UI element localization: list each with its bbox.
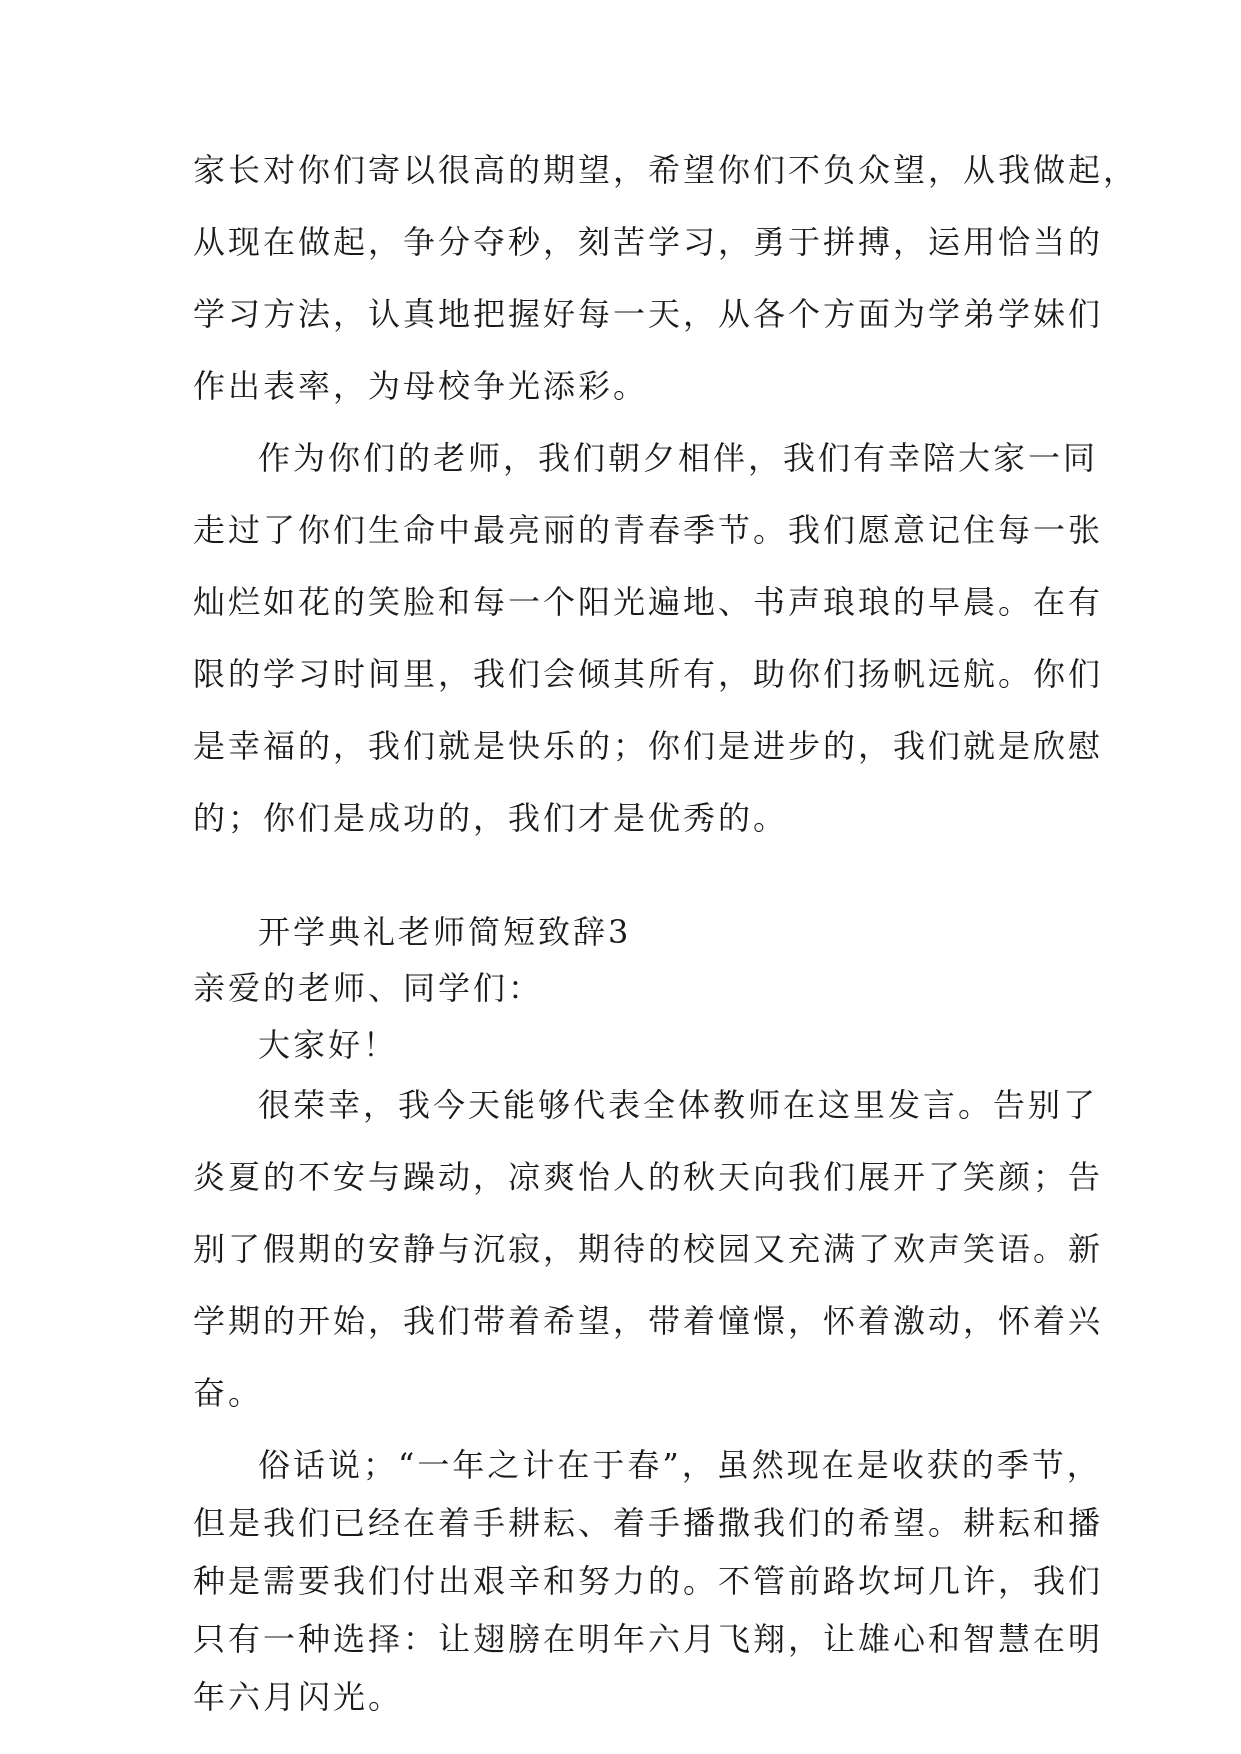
text-line: 很荣幸，我今天能够代表全体教师在这里发言。告别了 [258,1086,1099,1124]
text-line: 别了假期的安静与沉寂，期待的校园又充满了欢声笑语。新 [193,1230,1104,1268]
text-line: 是幸福的，我们就是快乐的；你们是进步的，我们就是欣慰 [193,727,1104,765]
text-line: 但是我们已经在着手耕耘、着手播撒我们的希望。耕耘和播 [193,1504,1104,1542]
text-line: 炎夏的不安与躁动，凉爽怡人的秋天向我们展开了笑颜；告 [193,1158,1104,1196]
text-line: 只有一种选择：让翅膀在明年六月飞翔，让雄心和智慧在明 [193,1620,1104,1658]
salutation: 亲爱的老师、同学们： [193,969,544,1007]
text-line: 学期的开始，我们带着希望，带着憧憬，怀着激动，怀着兴 [193,1302,1104,1340]
text-line: 年六月闪光。 [193,1678,404,1716]
text-line: 灿烂如花的笑脸和每一个阳光遍地、书声琅琅的早晨。在有 [193,583,1104,621]
text-line: 限的学习时间里，我们会倾其所有，助你们扬帆远航。你们 [193,655,1104,693]
text-line: 从现在做起，争分夺秒，刻苦学习，勇于拼搏，运用恰当的 [193,223,1104,261]
text-line: 家长对你们寄以很高的期望，希望你们不负众望，从我做起， [193,151,1139,189]
section-heading: 开学典礼老师简短致辞3 [258,913,632,951]
greeting: 大家好！ [258,1026,399,1064]
text-line: 作为你们的老师，我们朝夕相伴，我们有幸陪大家一同 [258,439,1099,477]
text-line: 奋。 [193,1374,264,1412]
text-line: 学习方法，认真地把握好每一天，从各个方面为学弟学妹们 [193,295,1104,333]
text-line: 作出表率，为母校争光添彩。 [193,367,649,405]
text-line: 种是需要我们付出艰辛和努力的。不管前路坎坷几许，我们 [193,1562,1104,1600]
text-line: 走过了你们生命中最亮丽的青春季节。我们愿意记住每一张 [193,511,1104,549]
text-line: 的；你们是成功的，我们才是优秀的。 [193,799,789,837]
text-line: 俗话说；“一年之计在于春”，虽然现在是收获的季节， [258,1446,1102,1484]
